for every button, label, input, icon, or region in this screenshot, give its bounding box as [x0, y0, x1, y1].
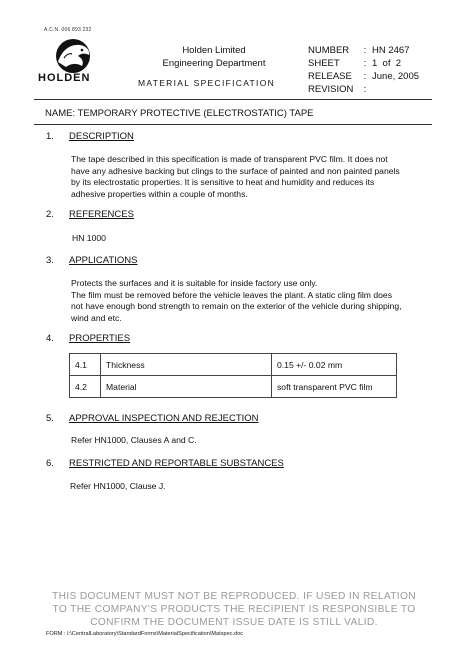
property-name: Material [101, 376, 272, 398]
section-number: 6. [46, 458, 54, 469]
property-number: 4.2 [70, 376, 101, 398]
table-row [70, 376, 397, 398]
references-text: HN 1000 [72, 233, 106, 243]
meta-value: HN 2467 [372, 45, 410, 56]
disclaimer-line: TO THE COMPANY'S PRODUCTS THE RECIPIENT IS RESPONSIBLE TO [52, 604, 416, 615]
meta-value: 1 of 2 [372, 58, 402, 69]
text-line: The film must be removed before the vehicle leaves the plant. A static cling film does [71, 289, 392, 300]
header-divider [34, 99, 432, 100]
properties-table [69, 353, 397, 398]
text-line: by its electrostatic properties. It is sensitive to heat and humidity and reduces its [71, 177, 375, 188]
document-meta [308, 44, 419, 96]
section-heading-restricted: RESTRICTED AND REPORTABLE SUBSTANCES [69, 458, 284, 469]
reproduction-disclaimer [30, 590, 438, 629]
text-line: have any adhesive backing but clings to the surface of painted and non painted panels [71, 165, 400, 176]
company-block [160, 44, 268, 70]
restricted-text: Refer HN1000, Clause J. [70, 481, 166, 491]
meta-label: REVISION [308, 84, 354, 95]
text-line: Protects the surfaces and it is suitable for inside factory use only. [71, 278, 318, 288]
department-name: Engineering Department [162, 58, 266, 69]
section-number: 1. [46, 131, 54, 142]
property-number: 4.1 [70, 354, 101, 376]
description-text [71, 154, 400, 201]
holden-wordmark: HOLDEN [38, 72, 91, 84]
meta-value: June, 2005 [372, 71, 420, 82]
section-number: 2. [46, 209, 54, 220]
form-path: FORM : I:\CentralLaboratory\StandardForms\MaterialSpecification\Matspec.doc [46, 631, 244, 637]
section-heading-references: REFERENCES [69, 209, 134, 220]
property-name: Thickness [101, 354, 272, 376]
text-line: The tape described in this specification is made of transparent PVC film. It does not [71, 154, 388, 164]
property-value: soft transparent PVC film [272, 376, 397, 398]
material-name: NAME: TEMPORARY PROTECTIVE (ELECTROSTATIC) TAPE [45, 108, 314, 119]
text-line: not have enough bond strength to remain on the exterior of the vehicle during shipping, [71, 301, 402, 312]
approval-text: Refer HN1000, Clauses A and C. [71, 435, 197, 445]
meta-sheet: SHEET : 1 of 2 [308, 58, 402, 69]
meta-label: RELEASE [308, 71, 352, 82]
name-divider [34, 124, 432, 125]
meta-revision: REVISION : [308, 84, 367, 95]
section-heading-properties: PROPERTIES [69, 333, 131, 344]
section-heading-description: DESCRIPTION [69, 131, 134, 142]
disclaimer-line: THIS DOCUMENT MUST NOT BE REPRODUCED. IF USED IN RELATION [52, 591, 416, 602]
property-value: 0.15 +/- 0.02 mm [272, 354, 397, 376]
meta-release: RELEASE : June, 2005 [308, 71, 420, 82]
section-number: 3. [46, 255, 54, 266]
text-line: wind and etc. [71, 313, 122, 324]
section-number: 5. [46, 413, 54, 424]
section-number: 4. [46, 333, 54, 344]
document-type: MATERIAL SPECIFICATION [138, 78, 276, 88]
meta-label: SHEET [308, 58, 340, 69]
acn-number: A.C.N. 006 893 232 [44, 27, 92, 33]
text-line: adhesive properties within a couple of months. [71, 189, 248, 200]
section-heading-applications: APPLICATIONS [69, 255, 138, 266]
table-row [70, 354, 397, 376]
company-name: Holden Limited [182, 45, 246, 56]
section-heading-approval: APPROVAL INSPECTION AND REJECTION [69, 413, 259, 424]
meta-number: NUMBER : HN 2467 [308, 45, 410, 56]
meta-label: NUMBER [308, 45, 350, 56]
applications-text [71, 278, 402, 325]
disclaimer-line: CONFIRM THE DOCUMENT ISSUE DATE IS STILL VALID. [90, 617, 378, 628]
